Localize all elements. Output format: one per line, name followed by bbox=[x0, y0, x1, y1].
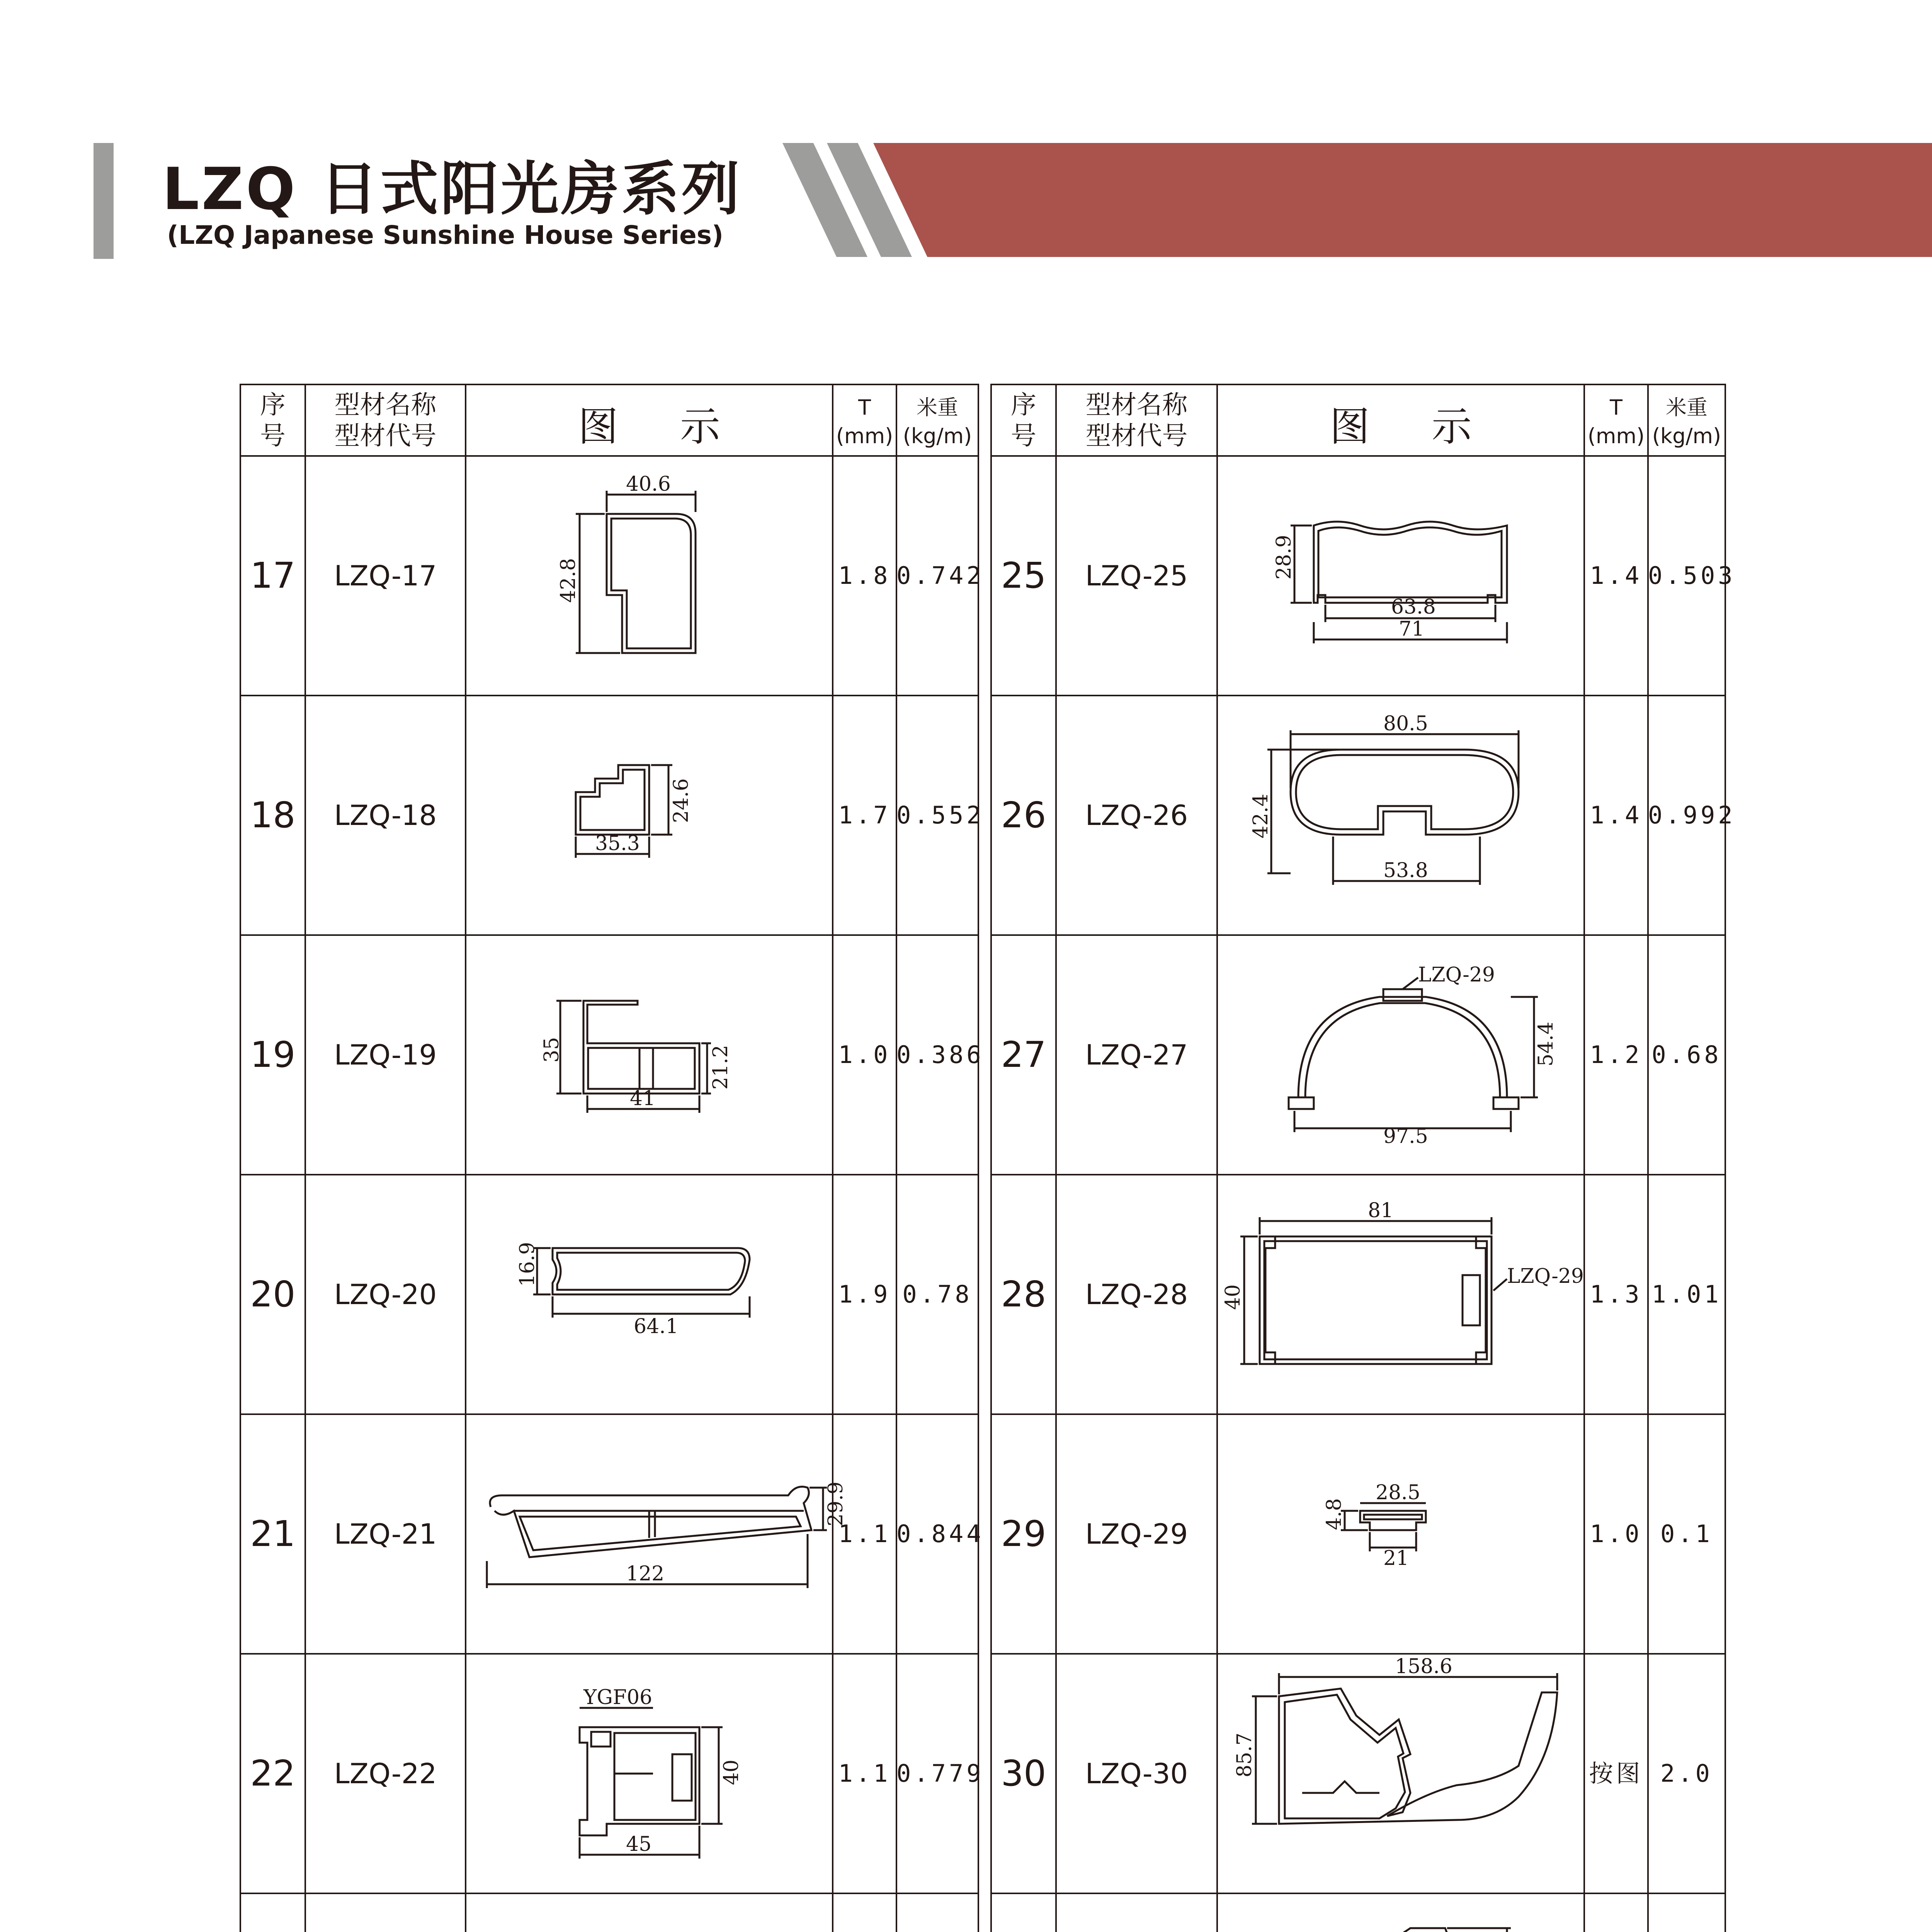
weight-value: 0.992 bbox=[1648, 801, 1736, 829]
dim-label: 40.6 bbox=[626, 473, 671, 496]
thickness-value: 1.4 bbox=[1590, 801, 1643, 829]
weight-value: 1.01 bbox=[1651, 1280, 1722, 1308]
thickness-value: 1.1 bbox=[838, 1520, 891, 1548]
row-number: 22 bbox=[250, 1753, 296, 1794]
profile-drawing-lzq-27 bbox=[1256, 963, 1565, 1148]
dim-label: 63.8 bbox=[1391, 595, 1436, 619]
profile-drawing-lzq-31 bbox=[1283, 1913, 1561, 1932]
dim-label: 81 bbox=[1368, 1199, 1394, 1222]
col-header-name: 型材名称 型材代号 bbox=[1085, 390, 1188, 451]
dim-label: 28.5 bbox=[1376, 1481, 1420, 1504]
profile-code: LZQ-27 bbox=[1085, 1039, 1188, 1071]
row-number: 26 bbox=[1001, 794, 1046, 836]
weight-value: 0.552 bbox=[896, 801, 984, 829]
col-header-thickness: T (mm) bbox=[836, 395, 893, 448]
dim-label: 53.8 bbox=[1383, 859, 1428, 882]
dim-label: 35 bbox=[540, 1037, 563, 1063]
profile-code: LZQ-22 bbox=[334, 1757, 437, 1790]
row-number: 29 bbox=[1001, 1513, 1046, 1554]
profile-code: LZQ-29 bbox=[1085, 1518, 1188, 1550]
dim-label: 85.7 bbox=[1233, 1733, 1256, 1777]
row-number: 20 bbox=[250, 1274, 296, 1315]
dim-label: 4.8 bbox=[1323, 1498, 1346, 1530]
row-number: 19 bbox=[250, 1034, 296, 1075]
dim-label: 42.4 bbox=[1249, 794, 1272, 838]
dim-label: 45 bbox=[626, 1833, 652, 1856]
profile-code: LZQ-30 bbox=[1085, 1757, 1188, 1790]
dim-label: 71 bbox=[1399, 617, 1425, 641]
dim-label: 158.6 bbox=[1395, 1655, 1452, 1678]
dim-label: LZQ-29 bbox=[1507, 1265, 1584, 1288]
weight-value: 0.386 bbox=[896, 1041, 984, 1069]
dim-label: YGF06 bbox=[583, 1686, 653, 1709]
page-subtitle: (LZQ Japanese Sunshine House Series) bbox=[167, 220, 724, 250]
thickness-value: 1.2 bbox=[1590, 1041, 1643, 1069]
thickness-value: 1.9 bbox=[838, 1280, 891, 1308]
profile-drawing-lzq-18 bbox=[572, 757, 734, 885]
profile-drawing-lzq-29 bbox=[1323, 1480, 1468, 1584]
col-header-figure: 图示 bbox=[1329, 403, 1534, 450]
row-number: 27 bbox=[1001, 1034, 1046, 1075]
dim-label: 41 bbox=[630, 1087, 656, 1110]
profile-drawing-lzq-21 bbox=[471, 1468, 847, 1607]
thickness-value: 1.3 bbox=[1590, 1280, 1643, 1308]
dim-label: 80.5 bbox=[1383, 712, 1428, 735]
col-header-weight: 米重 (kg/m) bbox=[1652, 395, 1721, 448]
thickness-value: 1.4 bbox=[1590, 561, 1643, 590]
dim-label: 64.1 bbox=[634, 1315, 679, 1338]
dim-label: 21 bbox=[1383, 1547, 1409, 1570]
profile-code: LZQ-19 bbox=[334, 1039, 437, 1071]
thickness-value: 按图 bbox=[1589, 1759, 1643, 1787]
col-header-name: 型材名称 型材代号 bbox=[334, 390, 437, 451]
dim-label: 40 bbox=[720, 1759, 743, 1785]
profile-drawing-lzq-26 bbox=[1240, 712, 1573, 904]
thickness-value: 1.0 bbox=[838, 1041, 891, 1069]
profile-code: LZQ-18 bbox=[334, 799, 437, 832]
profile-code: LZQ-20 bbox=[334, 1278, 437, 1311]
col-header-index: 序 号 bbox=[1011, 390, 1036, 451]
row-number: 18 bbox=[250, 794, 296, 836]
dim-label: 54.4 bbox=[1534, 1022, 1558, 1066]
profile-code: LZQ-28 bbox=[1085, 1278, 1188, 1311]
dim-label: 24.6 bbox=[670, 778, 693, 823]
profile-drawing-lzq-19 bbox=[537, 993, 753, 1124]
row-number: 21 bbox=[250, 1513, 296, 1554]
dim-label: 42.8 bbox=[557, 558, 580, 603]
dim-label: 40 bbox=[1221, 1284, 1245, 1310]
profile-drawing-lzq-28 bbox=[1221, 1199, 1592, 1387]
weight-value: 0.503 bbox=[1648, 561, 1736, 590]
dim-label: 35.3 bbox=[595, 832, 640, 855]
thickness-value: 1.0 bbox=[1590, 1520, 1643, 1548]
thickness-value: 1.8 bbox=[838, 561, 891, 590]
profile-drawing-lzq-25 bbox=[1267, 502, 1546, 649]
dim-label: 97.5 bbox=[1383, 1125, 1428, 1148]
col-header-thickness: T (mm) bbox=[1587, 395, 1645, 448]
profile-code: LZQ-26 bbox=[1085, 799, 1188, 832]
profile-drawing-lzq-30 bbox=[1225, 1655, 1580, 1889]
thickness-value: 1.7 bbox=[838, 801, 891, 829]
thickness-value: 1.1 bbox=[838, 1759, 891, 1787]
weight-value: 0.78 bbox=[902, 1280, 973, 1308]
profile-code: LZQ-25 bbox=[1085, 560, 1188, 592]
dim-label: 21.2 bbox=[709, 1045, 732, 1090]
row-number: 30 bbox=[1001, 1753, 1046, 1794]
profile-code: LZQ-17 bbox=[334, 560, 437, 592]
weight-value: 0.1 bbox=[1660, 1520, 1713, 1548]
weight-value: 2.0 bbox=[1660, 1759, 1713, 1787]
page-title: LZQ 日式阳光房系列 bbox=[162, 156, 742, 223]
profile-drawing-lzq-20 bbox=[514, 1236, 761, 1352]
weight-value: 0.779 bbox=[896, 1759, 984, 1787]
dim-label: 29.9 bbox=[824, 1481, 847, 1526]
row-number: 28 bbox=[1001, 1274, 1046, 1315]
dim-label: 16.9 bbox=[516, 1242, 539, 1287]
profile-code: LZQ-21 bbox=[334, 1518, 437, 1550]
profile-drawing-lzq-17 bbox=[549, 473, 750, 665]
weight-value: 0.742 bbox=[896, 561, 984, 590]
dim-label: 28.9 bbox=[1272, 535, 1296, 580]
col-header-index: 序 号 bbox=[260, 390, 286, 451]
col-header-figure: 图示 bbox=[578, 403, 782, 450]
row-number: 25 bbox=[1001, 555, 1046, 596]
dim-label: LZQ-29 bbox=[1418, 963, 1495, 986]
row-number: 17 bbox=[250, 555, 296, 596]
weight-value: 0.844 bbox=[896, 1520, 984, 1548]
profile-drawing-lzq-22 bbox=[556, 1685, 773, 1870]
col-header-weight: 米重 (kg/m) bbox=[903, 395, 972, 448]
weight-value: 0.68 bbox=[1651, 1041, 1722, 1069]
dim-label: 122 bbox=[626, 1562, 665, 1585]
